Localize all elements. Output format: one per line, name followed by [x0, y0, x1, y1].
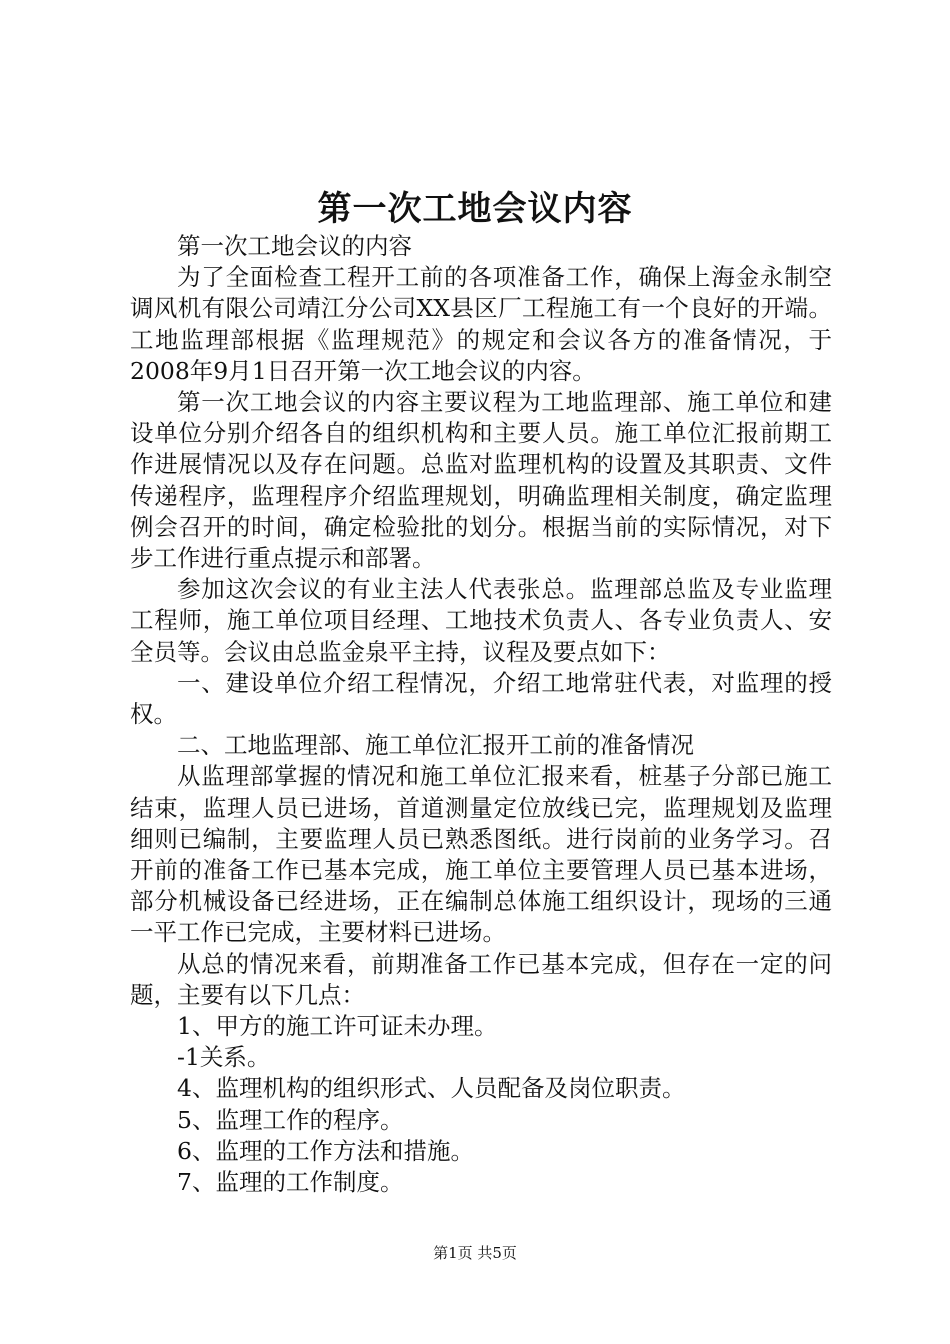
document-body	[130, 231, 832, 1198]
paragraph: 从总的情况来看，前期准备工作已基本完成，但存在一定的问题，主要有以下几点：	[130, 949, 832, 1009]
list-item: 7、监理的工作制度。	[177, 1168, 404, 1197]
paragraph: 第一次工地会议的内容	[177, 232, 412, 260]
paragraph: 参加这次会议的有业主法人代表张总。监理部总监及专业监理工程师，施工单位项目经理、工地技术负责人、各专业负责人、安全员等。会议由总监金泉平主持，议程及要点如下：	[130, 575, 832, 666]
page-footer: 第1页 共5页	[433, 1244, 517, 1262]
paragraph: 二、工地监理部、施工单位汇报开工前的准备情况	[177, 731, 694, 760]
list-item: 5、监理工作的程序。	[177, 1105, 404, 1134]
list-item: 1、甲方的施工许可证未办理。	[177, 1012, 498, 1041]
paragraph: 为了全面检查工程开工前的各项准备工作，确保上海金永制空调风机有限公司靖江分公司XX县区厂工程施工有一个良好的开端。工地监理部根据《监理规范》的规定和会议各方的准备情况，于2008年9月1日召开第一次工地会议的内容。	[130, 263, 832, 385]
paragraph: 从监理部掌握的情况和施工单位汇报来看，桩基子分部已施工结束，监理人员已进场，首道测量定位放线已完，监理规划及监理细则已编制，主要监理人员已熟悉图纸。进行岗前的业务学习。召开前的准备工作已基本完成，施工单位主要管理人员已基本进场，部分机械设备已经进场，正在编制总体施工组织设计，现场的三通一平工作已完成，主要材料已进场。	[130, 762, 832, 947]
list-item: 4、监理机构的组织形式、人员配备及岗位职责。	[177, 1074, 686, 1103]
paragraph: 一、建设单位介绍工程情况，介绍工地常驻代表，对监理的授权。	[130, 668, 832, 729]
list-item: -1关系。	[177, 1043, 271, 1072]
list-item: 6、监理的工作方法和措施。	[177, 1136, 474, 1165]
document-title: 第一次工地会议内容	[317, 189, 633, 229]
paragraph: 第一次工地会议的内容主要议程为工地监理部、施工单位和建设单位分别介绍各自的组织机构和主要人员。施工单位汇报前期工作进展情况以及存在问题。总监对监理机构的设置及其职责、文件传递程序，监理程序介绍监理规划，明确监理相关制度，确定监理例会召开的时间，确定检验批的划分。根据当前的实际情况，对下步工作进行重点提示和部署。	[130, 388, 832, 573]
